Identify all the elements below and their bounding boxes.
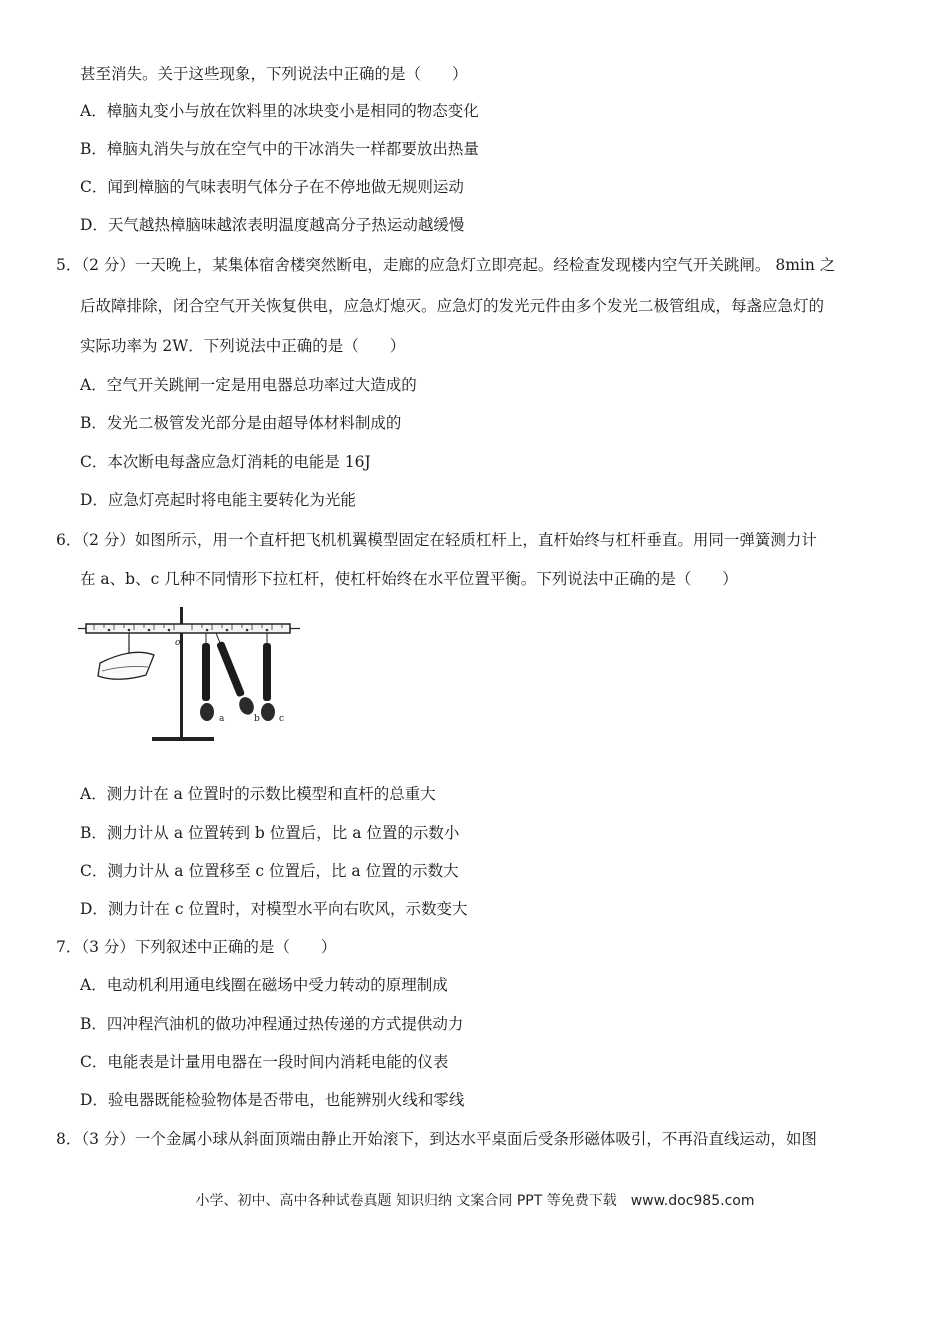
label-a: a bbox=[219, 714, 225, 724]
q7-option-b: B．四冲程汽油机的做功冲程通过热传递的方式提供动力 bbox=[80, 1015, 464, 1033]
q6-option-d: D．测力计在 c 位置时，对模型水平向右吹风，示数变大 bbox=[80, 900, 468, 918]
spring-scale-b bbox=[210, 630, 256, 717]
page-footer[interactable]: 小学、初中、高中各种试卷真题 知识归纳 文案合同 PPT 等免费下载 www.doc985.com bbox=[195, 1193, 755, 1209]
q4-stem-tail: 甚至消失。关于这些现象，下列说法中正确的是（ ） bbox=[80, 65, 468, 83]
q5-option-b: B．发光二极管发光部分是由超导体材料制成的 bbox=[80, 414, 402, 432]
q7-option-d: D．验电器既能检验物体是否带电，也能辨别火线和零线 bbox=[80, 1091, 465, 1109]
q5-option-d: D．应急灯亮起时将电能主要转化为光能 bbox=[80, 491, 356, 509]
q5-stem-line1: 5．（2 分）一天晚上，某集体宿舍楼突然断电，走廊的应急灯立即亮起。经检查发现楼内空气开关跳闸。 8min 之 bbox=[56, 256, 836, 274]
label-b: b bbox=[254, 714, 260, 724]
q6-stem-line1: 6．（2 分）如图所示，用一个直杆把飞机机翼模型固定在轻质杠杆上，直杆始终与杠杆垂直。用同一弹簧测力计 bbox=[56, 531, 817, 549]
q7-stem: 7．（3 分）下列叙述中正确的是（ ） bbox=[56, 938, 337, 956]
q6-option-c: C．测力计从 a 位置移至 c 位置后，比 a 位置的示数大 bbox=[80, 862, 459, 880]
q6-option-a: A．测力计在 a 位置时的示数比模型和直杆的总重大 bbox=[80, 785, 436, 803]
q4-option-a: A．樟脑丸变小与放在饮料里的冰块变小是相同的物态变化 bbox=[80, 102, 479, 120]
q5-stem-line3: 实际功率为 2W．下列说法中正确的是（ ） bbox=[80, 337, 406, 355]
q6-option-b: B．测力计从 a 位置转到 b 位置后，比 a 位置的示数小 bbox=[80, 824, 460, 842]
q7-option-c: C．电能表是计量用电器在一段时间内消耗电能的仪表 bbox=[80, 1053, 449, 1071]
pivot-label: o bbox=[175, 638, 181, 648]
lever-figure bbox=[74, 603, 304, 745]
q4-option-d: D．天气越热樟脑味越浓表明温度越高分子热运动越缓慢 bbox=[80, 216, 465, 234]
q7-option-a: A．电动机利用通电线圈在磁场中受力转动的原理制成 bbox=[80, 976, 448, 994]
q5-option-c: C．本次断电每盏应急灯消耗的电能是 16J bbox=[80, 453, 371, 471]
q4-option-b: B．樟脑丸消失与放在空气中的干冰消失一样都要放出热量 bbox=[80, 140, 479, 158]
q5-stem-line2: 后故障排除，闭合空气开关恢复供电，应急灯熄灭。应急灯的发光元件由多个发光二极管组成，每盏应急灯的 bbox=[80, 297, 825, 315]
q4-option-c: C．闻到樟脑的气味表明气体分子在不停地做无规则运动 bbox=[80, 178, 464, 196]
lever-ruler bbox=[78, 624, 300, 633]
wing-model bbox=[98, 652, 154, 679]
spring-scale-a bbox=[200, 633, 214, 721]
q6-stem-line2: 在 a、b、c 几种不同情形下拉杠杆，使杠杆始终在水平位置平衡。下列说法中正确的是（ ） bbox=[80, 570, 738, 588]
spring-scale-c bbox=[261, 633, 275, 721]
q5-option-a: A．空气开关跳闸一定是用电器总功率过大造成的 bbox=[80, 376, 417, 394]
label-c: c bbox=[279, 714, 285, 724]
q8-stem-line1: 8．（3 分）一个金属小球从斜面顶端由静止开始滚下，到达水平桌面后受条形磁体吸引，不再沿直线运动，如图 bbox=[56, 1130, 817, 1148]
